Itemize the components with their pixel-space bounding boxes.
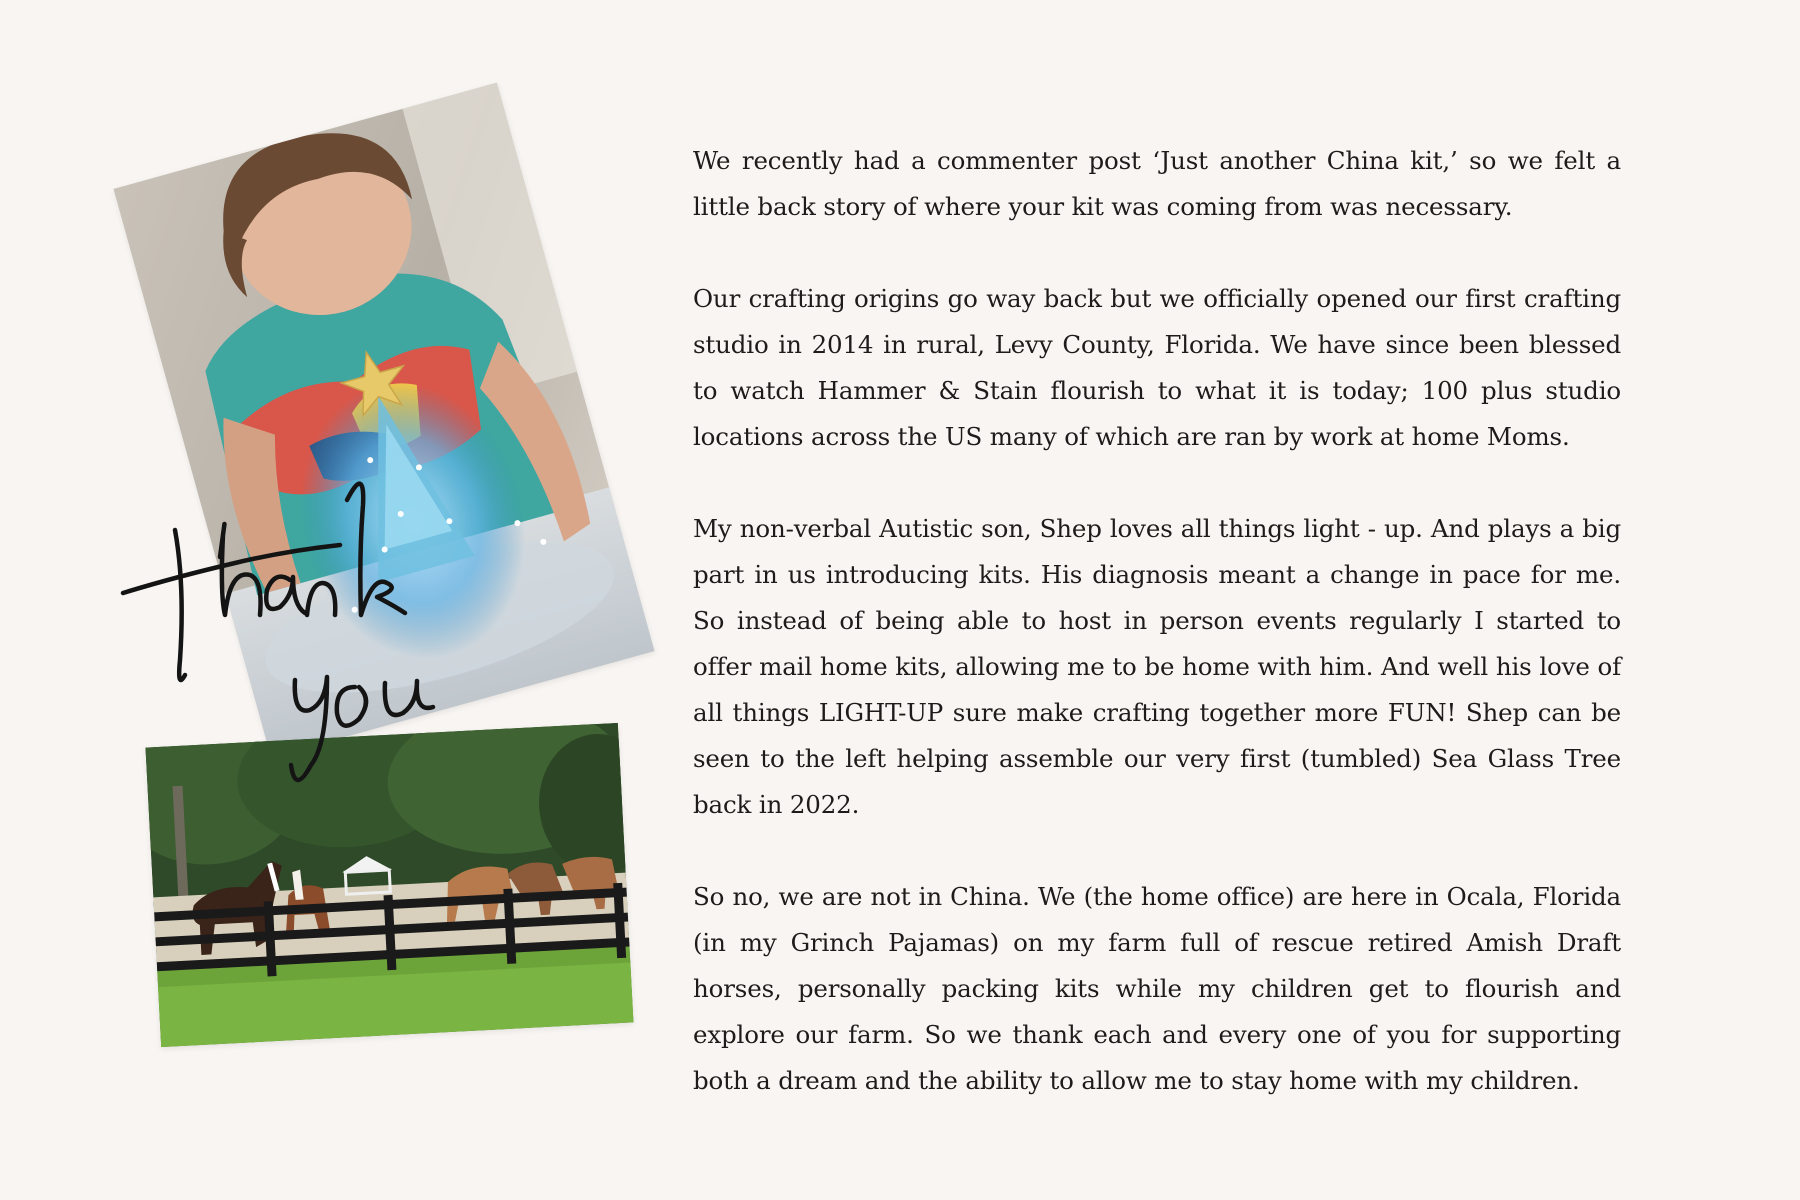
child-photo: [113, 83, 654, 758]
story-paragraph-1: We recently had a commenter post ‘Just another China kit,’ so we felt a little back story of where your kit was coming from was necessary.: [693, 146, 1621, 221]
horses-photo-image: [145, 723, 633, 1047]
story-paragraph-2: Our crafting origins go way back but we officially opened our first crafting studio in 2014 in rural, Levy County, Florida. We have since been blessed to watch Hammer & Stain flourish to what it is today; 100 plus studio locations across the US many of which are ran by work at home Moms.: [693, 284, 1621, 451]
child-photo-image: [113, 83, 654, 758]
horses-photo: [145, 723, 633, 1047]
story-paragraph-3: My non-verbal Autistic son, Shep loves all things light - up. And plays a big part in us introducing kits. His diagnosis meant a change in pace for me. So instead of being able to host in person events regularly I started to offer mail home kits, allowing me to be home with him. And well his love of all things LIGHT-UP sure make crafting together more FUN! Shep can be seen to the left helping assemble our very first (tumbled) Sea Glass Tree back in 2022.: [693, 514, 1621, 819]
story-text: [693, 138, 1621, 1104]
story-paragraph-4: So no, we are not in China. We (the home office) are here in Ocala, Florida (in my Grinch Pajamas) on my farm full of rescue retired Amish Draft horses, personally packing kits while my children get to flourish and explore our farm. So we thank each and every one of you for supporting both a dream and the ability to allow me to stay home with my children.: [693, 882, 1621, 1095]
